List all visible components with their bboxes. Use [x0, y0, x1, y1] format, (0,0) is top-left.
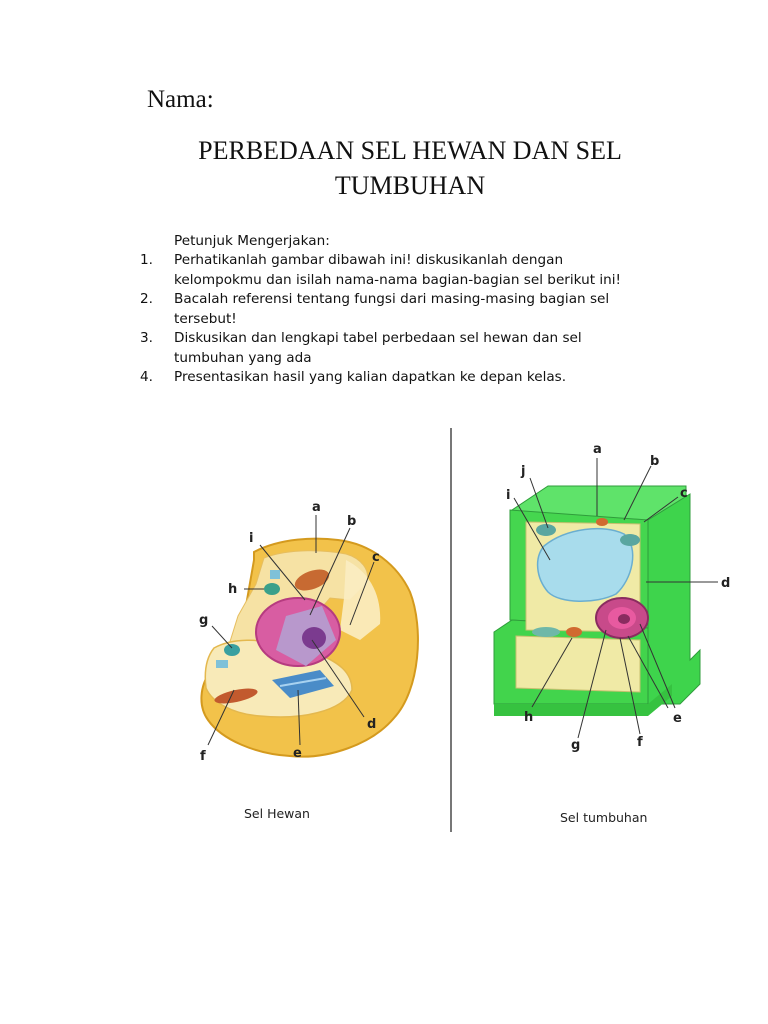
plant-label-g: g [571, 738, 581, 753]
plant-cell-caption: Sel tumbuhan [560, 810, 648, 825]
item-text-line: Diskusikan dan lengkapi tabel perbedaan sel hewan dan sel [174, 330, 582, 346]
item-text-line: Bacalah referensi tentang fungsi dari masing-masing bagian sel [174, 291, 610, 307]
item-number: 3. [140, 330, 153, 346]
animal-label-b: b [347, 514, 357, 529]
plant-label-b: b [650, 454, 660, 469]
item-text-line: tumbuhan yang ada [174, 349, 312, 366]
item-text-line: Presentasikan hasil yang kalian dapatkan ke depan kelas. [174, 369, 567, 385]
item-number: 4. [140, 369, 153, 385]
animal-label-i: i [249, 531, 254, 546]
animal-label-e: e [293, 746, 302, 761]
item-number: 2. [140, 291, 153, 307]
item-number: 1. [140, 252, 153, 268]
animal-label-d: d [367, 717, 377, 732]
instructions-heading: Petunjuk Mengerjakan: [174, 233, 330, 249]
plant-label-e: e [673, 711, 682, 726]
plant-label-h: h [524, 710, 534, 725]
plant-cell-illustration [494, 486, 700, 716]
animal-label-f: f [200, 749, 206, 764]
plant-label-i: i [506, 488, 511, 503]
item-text-line: tersebut! [174, 310, 237, 327]
plant-label-f: f [637, 735, 643, 750]
plant-label-d: d [721, 576, 731, 591]
animal-label-c: c [372, 550, 380, 565]
item-text-line: Perhatikanlah gambar dibawah ini! diskusikanlah dengan [174, 252, 564, 268]
plant-label-c: c [680, 486, 688, 501]
item-text-line: kelompokmu dan isilah nama-nama bagian-bagian sel berikut ini! [174, 271, 622, 288]
animal-cell-caption: Sel Hewan [244, 806, 310, 821]
title-line-1: PERBEDAAN SEL HEWAN DAN SEL [198, 136, 622, 165]
plant-label-j: j [521, 464, 526, 479]
animal-label-a: a [312, 500, 321, 515]
animal-label-h: h [228, 582, 238, 597]
name-label: Nama: [147, 86, 214, 113]
title-line-2: TUMBUHAN [334, 171, 486, 200]
animal-label-g: g [199, 613, 209, 628]
animal-cell-illustration [201, 539, 418, 757]
plant-label-a: a [593, 442, 602, 457]
